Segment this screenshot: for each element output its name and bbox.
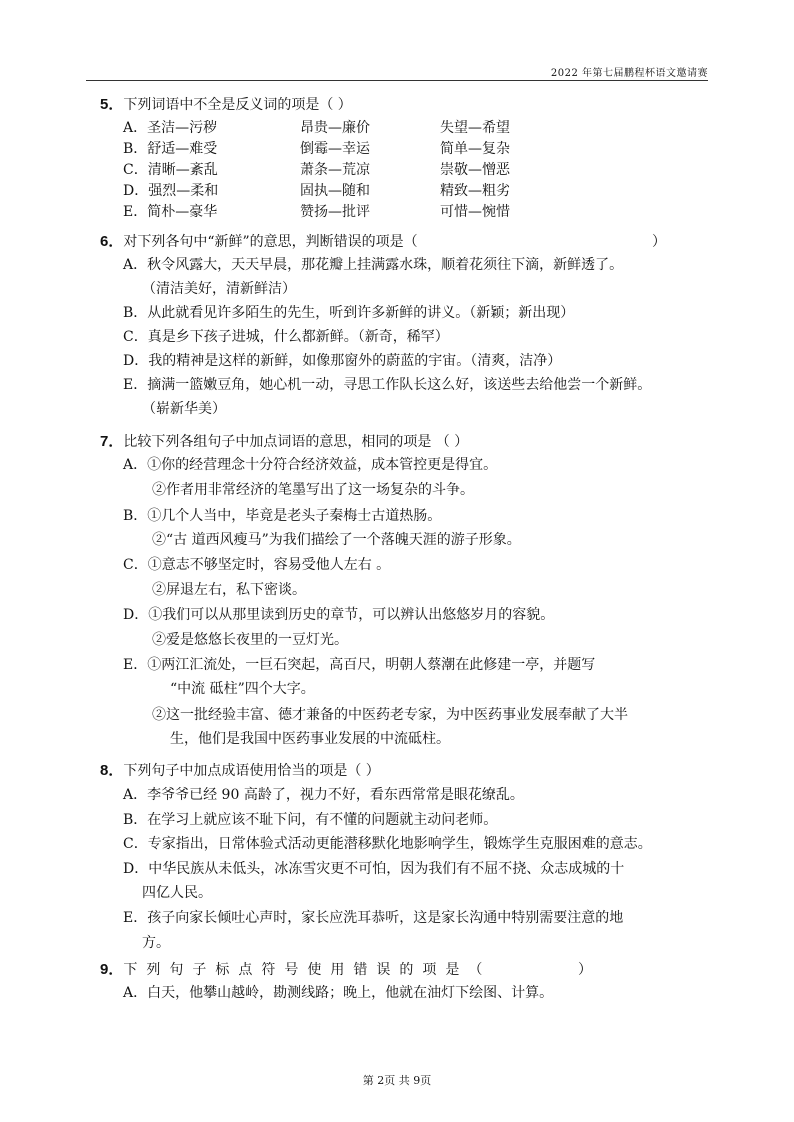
q8-line-c: C．专家指出，日常体验式活动更能潜移默化地影响学生，锻炼学生克服困难的意志。 — [123, 836, 652, 852]
question-6-stem-close: ） — [652, 234, 666, 250]
q7-line-a2: ②作者用非常经济的笔墨写出了这一场复杂的斗争。 — [152, 482, 474, 498]
q8-line-d1: D．中华民族从未低头，冰冻雪灾更不可怕，因为我们有不屈不挠、众志成城的十 — [123, 861, 625, 877]
q5-row-a-col2: 昂贵—廉价 — [300, 120, 370, 136]
q6-line-e1: E．摘满一篮嫩豆角，她心机一动，寻思工作队长这么好，该送些去给他尝一个新鲜。 — [123, 377, 652, 393]
q7-line-b1: B．①几个人当中，毕竟是老头子秦梅士古道热肠。 — [123, 508, 442, 524]
q7-line-e1: E．①两江汇流处，一巨石突起，高百尺，明朝人蔡潮在此修建一亭，并题写 — [123, 657, 596, 673]
q8-line-a: A．李爷爷已经 90 高龄了，视力不好，看东西常常是眼花缭乱。 — [123, 787, 524, 803]
q7-line-c1: C．①意志不够坚定时，容易受他人左右 。 — [123, 557, 391, 573]
q5-row-b-col1: B．舒适—难受 — [123, 141, 218, 157]
question-5-stem-line — [100, 95, 352, 115]
question-9-number: 9． — [100, 961, 124, 978]
q7-line-d1: D．①我们可以从那里读到历史的章节，可以辨认出悠悠岁月的容貌。 — [123, 607, 555, 623]
question-9-stem-close: ） — [578, 962, 592, 978]
q6-line-a2: （清洁美好，清新鲜洁） — [142, 281, 296, 297]
question-5-stem: 下列词语中不全是反义词的项是（ ） — [123, 97, 352, 113]
q6-line-c: C．真是乡下孩子进城，什么都新鲜。（新奇，稀罕） — [123, 329, 449, 345]
q5-row-a-col3: 失望—希望 — [440, 120, 510, 136]
q7-line-a1: A．①你的经营理念十分符合经济效益，成本管控更是得宜。 — [123, 457, 498, 473]
q5-row-e-col3: 可惜—惋惜 — [440, 204, 510, 220]
question-9-stem: 下列句子标点符号使用错误的项是（ — [123, 962, 492, 978]
q7-line-e3: ②这一批经验丰富、德才兼备的中医药老专家，为中医药事业发展奉献了大半 — [152, 707, 628, 723]
q5-row-d-col2: 固执—随和 — [300, 183, 370, 199]
header-text: 2022 年第七届鹏程杯语文邀请赛 — [550, 68, 708, 79]
q5-row-b-col2: 倒霉—幸运 — [300, 141, 370, 157]
question-7-stem: 比较下列各组句子中加点词语的意思，相同的项是 （ ） — [123, 434, 469, 450]
question-6-number: 6． — [100, 233, 124, 250]
q5-row-b-col3: 简单—复杂 — [440, 141, 510, 157]
page-header — [86, 62, 708, 81]
q6-line-d: D．我的精神是这样的新鲜，如像那窗外的蔚蓝的宇宙。（清爽，洁净） — [123, 353, 562, 369]
q7-line-c2: ②屏退左右，私下密谈。 — [152, 582, 306, 598]
q5-row-e-col2: 赞扬—批评 — [300, 204, 370, 220]
q5-row-d-col3: 精致—粗劣 — [440, 183, 510, 199]
q5-row-c-col2: 萧条—荒凉 — [300, 162, 370, 178]
q7-line-d2: ②爱是悠悠长夜里的一豆灯光。 — [152, 632, 348, 648]
q5-row-c-col1: C．清晰—紊乱 — [123, 162, 218, 178]
question-7-number: 7． — [100, 433, 124, 450]
q6-line-e2: （崭新华美） — [142, 401, 226, 417]
q7-line-e2: “中流 砥柱”四个大字。 — [170, 681, 315, 697]
page-footer: 第 2页 共 9页 — [362, 1074, 432, 1087]
q5-row-a-col1: A．圣洁—污秽 — [123, 120, 218, 136]
q8-line-b: B．在学习上就应该不耻下问，有不懂的问题就主动问老师。 — [123, 812, 498, 828]
question-8-stem: 下列句子中加点成语使用恰当的项是（ ） — [123, 763, 380, 779]
question-9-stem-line — [100, 960, 491, 980]
q5-row-c-col3: 崇敬—憎恶 — [440, 162, 510, 178]
question-8-stem-line — [100, 761, 380, 781]
question-5-number: 5． — [100, 96, 124, 113]
q5-row-d-col1: D．强烈—柔和 — [123, 183, 219, 199]
question-6-stem: 对下列各句中“新鲜”的意思，判断错误的项是（ — [123, 234, 418, 250]
question-8-number: 8． — [100, 762, 124, 779]
q5-row-e-col1: E．简朴—豪华 — [123, 204, 218, 220]
q9-line-a: A．白天，他攀山越岭，勘测线路；晚上，他就在油灯下绘图、计算。 — [123, 985, 554, 1001]
question-6-stem-line — [100, 232, 418, 252]
q6-line-a1: A．秋令风露大，天天早晨，那花瓣上挂满露水珠，顺着花须往下滴，新鲜透了。 — [123, 257, 624, 273]
q6-line-b: B．从此就看见许多陌生的先生，听到许多新鲜的讲义。（新颖；新出现） — [123, 305, 575, 321]
q8-line-e2: 方。 — [142, 935, 170, 951]
q7-line-b2: ②“古 道西风瘦马”为我们描绘了一个落魄天涯的游子形象。 — [152, 532, 521, 548]
question-7-stem-line — [100, 432, 468, 452]
q8-line-e1: E．孩子向家长倾吐心声时，家长应洗耳恭听，这是家长沟通中特别需要注意的地 — [123, 910, 624, 926]
q7-line-e4: 生，他们是我国中医药事业发展的中流砥柱。 — [170, 731, 450, 747]
q8-line-d2: 四亿人民。 — [142, 885, 212, 901]
